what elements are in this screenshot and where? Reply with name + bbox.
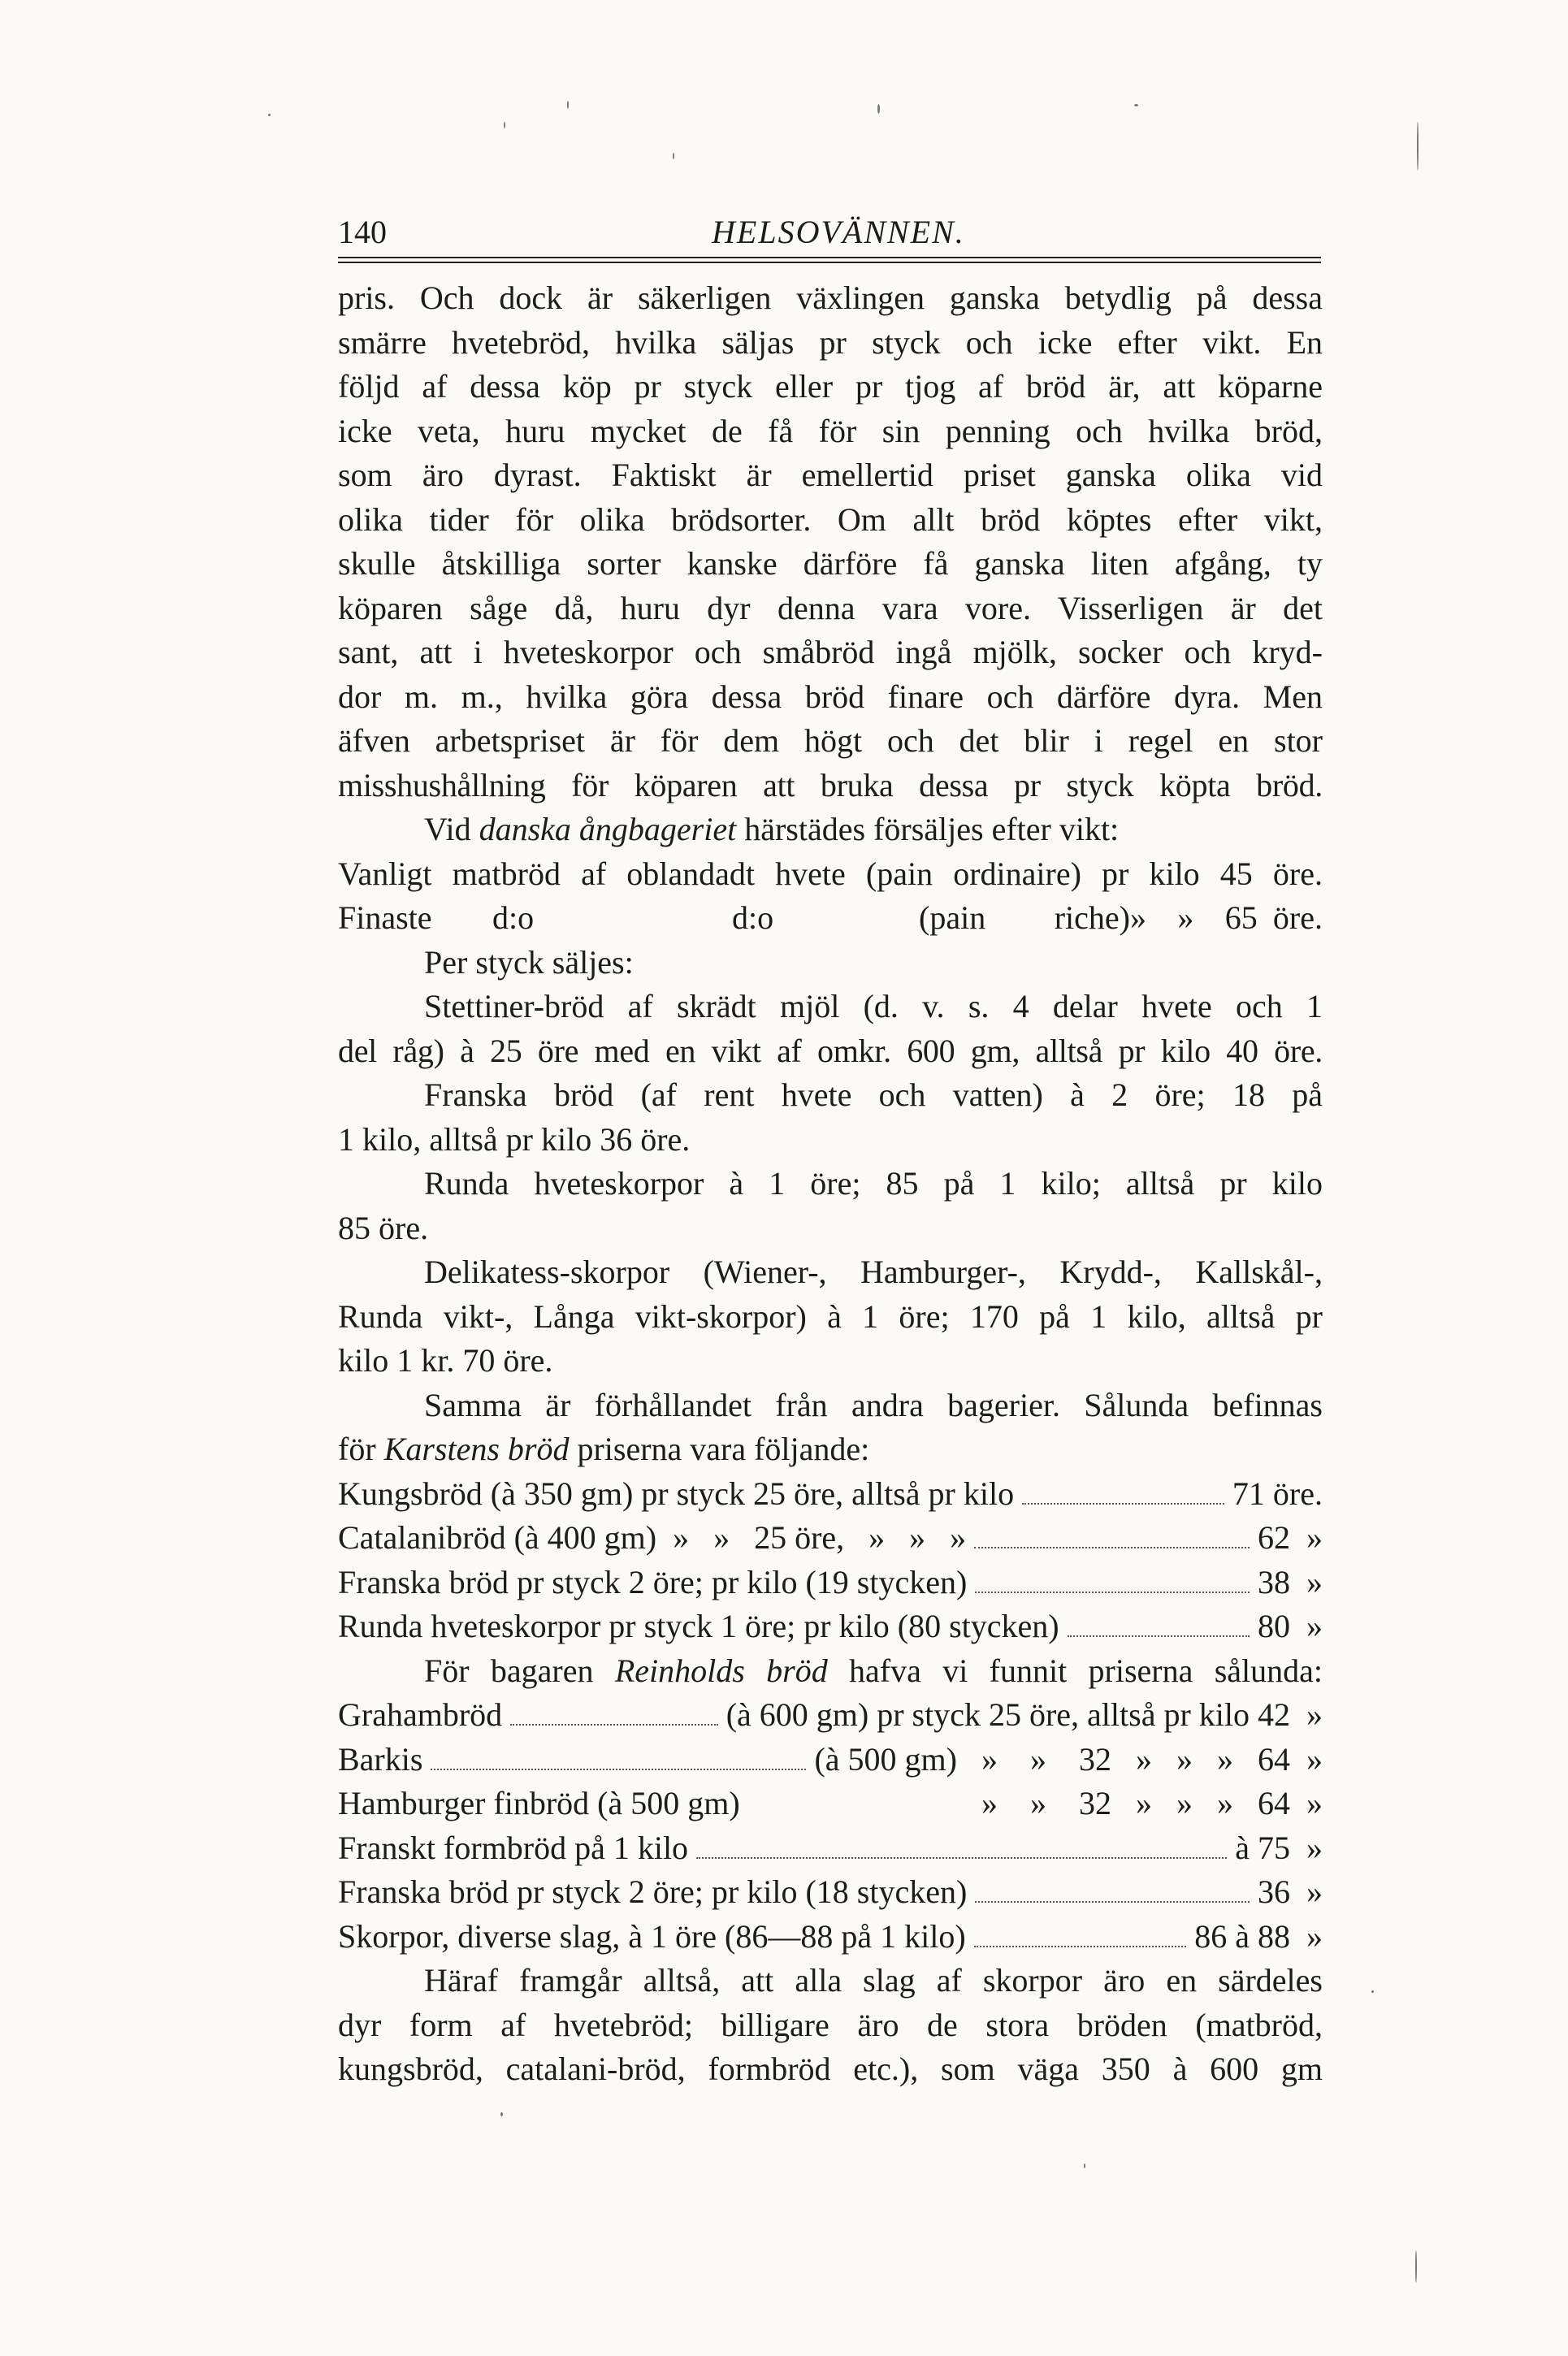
dot-leader: [696, 1839, 1227, 1859]
price-row-value: 80 »: [1258, 1608, 1323, 1644]
text-line: smärre hvetebröd, hvilka säljas pr styck och icke efter vikt. En: [338, 323, 1323, 361]
price-row: [338, 1782, 1323, 1826]
text-line: följd af dessa köp pr styck eller pr tjog af bröd är, att köparne: [338, 368, 1323, 405]
price-row-value: 38 »: [1258, 1563, 1323, 1600]
text-line: sant, att i hveteskorpor och småbröd ingå mjölk, socker och kryd-: [338, 634, 1323, 670]
price-col: (pain riche): [919, 899, 1130, 936]
text-line: dyr form af hvetebröd; billigare äro de stora bröden (matbröd,: [338, 2006, 1323, 2043]
price-row-value: (à 600 gm) pr styck 25 öre, alltså pr kilo 42 »: [726, 1696, 1323, 1733]
price-row: [338, 1870, 1323, 1915]
price-row-value: 36 »: [1258, 1873, 1323, 1910]
price-row-text: Barkis: [338, 1740, 423, 1778]
price-line: Vanligt matbröd af oblandadt hvete (pain ordinaire) pr kilo 45 öre.: [338, 855, 1323, 892]
intro-text: för: [338, 1431, 384, 1467]
bakery-name: Karstens bröd: [383, 1431, 570, 1467]
price-row: [338, 1605, 1323, 1649]
dot-leader: [975, 1883, 1250, 1903]
item-line: Stettiner-bröd af skrädt mjöl (d. v. s. 4 delar hvete och 1: [424, 988, 1323, 1024]
price-line: [338, 896, 1323, 941]
price-row-value: (à 500 gm) » » 32 » » » 64 »: [814, 1740, 1323, 1778]
item-line: kilo 1 kr. 70 öre.: [338, 1342, 553, 1379]
text-line: Häraf framgår alltså, att alla slag af skorpor äro en särdeles: [424, 1962, 1323, 1999]
text-line: misshushållning för köparen att bruka dessa pr styck köpta bröd.: [338, 766, 1323, 803]
price-row-text: Franska bröd pr styck 2 öre; pr kilo (19 stycken): [338, 1563, 968, 1600]
dot-leader: [974, 1529, 1250, 1548]
price-col: d:o: [732, 899, 774, 936]
dot-leader: [975, 1574, 1250, 1593]
price-row-text: Kungsbröd (à 350 gm) pr styck 25 öre, alltså pr kilo: [338, 1475, 1015, 1512]
price-row-value: » » 32 » » » 64 »: [981, 1785, 1323, 1821]
price-row: [338, 1516, 1323, 1561]
intro-text: Vid: [424, 811, 479, 847]
item-line: Runda hveteskorpor à 1 öre; 85 på 1 kilo; alltså pr kilo: [424, 1165, 1323, 1202]
intro-text: hafva vi funnit priserna sålunda:: [827, 1652, 1323, 1689]
bakery-name: danska ångbageriet: [479, 811, 737, 847]
dot-leader: [974, 1928, 1187, 1947]
price-row: [338, 1826, 1323, 1871]
price-row-value: 86 à 88 »: [1194, 1917, 1323, 1955]
dot-leader: [510, 1706, 718, 1726]
price-row: [338, 1472, 1323, 1517]
price-row-text: Catalanibröd (à 400 gm) » » 25 öre, » » »: [338, 1519, 967, 1556]
price-row: [338, 1738, 1323, 1782]
karstens-intro: [338, 1427, 1323, 1472]
text-line: icke veta, huru mycket de få för sin penning och hvilka bröd,: [338, 412, 1323, 449]
price-row: [338, 1561, 1323, 1605]
price-row-text: Runda hveteskorpor pr styck 1 öre; pr kilo (80 stycken): [338, 1608, 1059, 1644]
danska-intro: [338, 808, 1323, 852]
text-line: skulle åtskilliga sorter kanske därföre få ganska liten afgång, ty: [338, 545, 1323, 582]
item-line: 1 kilo, alltså pr kilo 36 öre.: [338, 1120, 691, 1158]
price-row-text: Skorpor, diverse slag, à 1 öre (86—88 på 1 kilo): [338, 1917, 966, 1955]
item-line: Franska bröd (af rent hvete och vatten) à 2 öre; 18 på: [424, 1076, 1323, 1113]
intro-text: För bagaren: [424, 1652, 615, 1689]
text-line: som äro dyrast. Faktiskt är emellertid priset ganska olika vid: [338, 457, 1323, 493]
text-line: köparen såge då, huru dyr denna vara vore. Visserligen är det: [338, 589, 1323, 626]
bakery-name: Reinholds bröd: [614, 1652, 828, 1689]
item-line: del råg) à 25 öre med en vikt af omkr. 600 gm, alltså pr kilo 40 öre.: [338, 1032, 1323, 1069]
page-number: 140: [338, 214, 387, 250]
dot-leader: [1022, 1485, 1224, 1505]
price-col: » » 65 öre.: [1130, 899, 1323, 936]
text-line: Samma är förhållandet från andra bagerier. Sålunda befinnas: [424, 1386, 1323, 1423]
text-line: olika tider för olika brödsorter. Om allt bröd köptes efter vikt,: [338, 500, 1323, 538]
price-row-value: 71 öre.: [1232, 1475, 1323, 1512]
item-line: Delikatess-skorpor (Wiener-, Hamburger-, Krydd-, Kallskål-,: [424, 1254, 1323, 1290]
page-header: [338, 208, 1321, 262]
price-row: [338, 1693, 1323, 1738]
price-row-value: à 75 »: [1235, 1829, 1323, 1866]
dot-leader: [1068, 1618, 1250, 1637]
price-row-value: 62 »: [1258, 1519, 1323, 1556]
price-row-text: Hamburger finbröd (à 500 gm): [338, 1785, 740, 1821]
text-line: kungsbröd, catalani-bröd, formbröd etc.), som väga 350 à 600 gm: [338, 2051, 1323, 2087]
intro-text: härstädes försäljes efter vikt:: [736, 811, 1120, 847]
price-row-text: Franska bröd pr styck 2 öre; pr kilo (18 stycken): [338, 1873, 968, 1910]
item-line: 85 öre.: [338, 1209, 429, 1246]
dot-leader: [431, 1751, 806, 1770]
header-rule: [338, 257, 1321, 258]
text-line: pris. Och dock är säkerligen växlingen ganska betydlig på dessa: [338, 279, 1323, 316]
header-rule: [338, 262, 1321, 263]
body-text: [338, 276, 1323, 2092]
subheading: Per styck säljes:: [424, 943, 634, 981]
price-row-text: Grahambröd: [338, 1696, 503, 1733]
price-col: Finaste: [338, 899, 432, 936]
item-line: Runda vikt-, Långa vikt-skorpor) à 1 öre; 170 på 1 kilo, alltså pr: [338, 1297, 1323, 1335]
price-row-text: Franskt formbröd på 1 kilo: [338, 1829, 689, 1866]
text-line: dor m. m., hvilka göra dessa bröd finare och därföre dyra. Men: [338, 678, 1323, 715]
price-row: [338, 1915, 1323, 1960]
running-title: HELSOVÄNNEN.: [712, 214, 965, 250]
text-line: äfven arbetspriset är för dem högt och det blir i regel en stor: [338, 722, 1323, 759]
reinholds-intro: [338, 1649, 1323, 1694]
intro-text: priserna vara följande:: [569, 1431, 870, 1467]
price-col: d:o: [492, 899, 535, 936]
